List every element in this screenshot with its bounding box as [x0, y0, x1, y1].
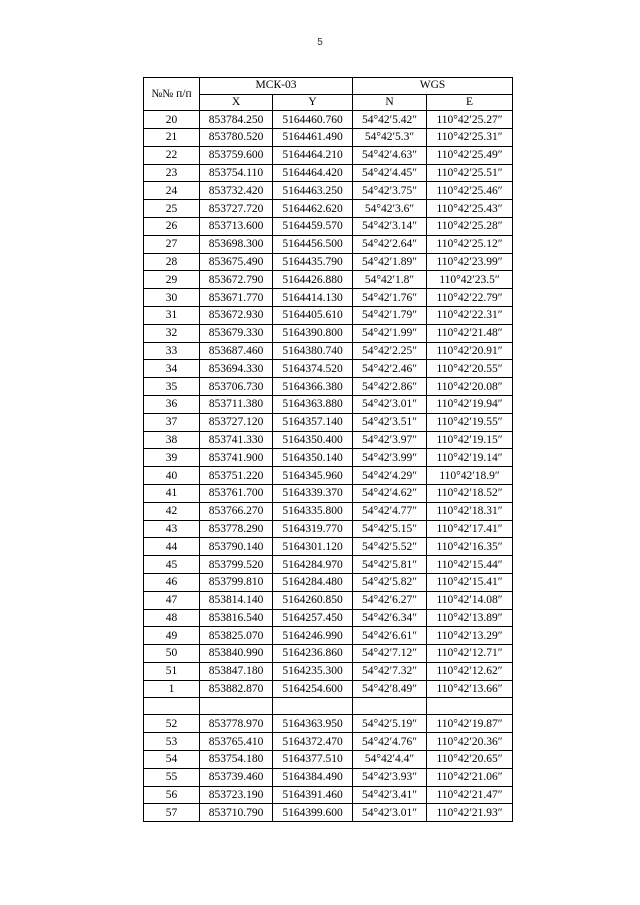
cell-x: 853761.700: [200, 484, 273, 502]
cell-num: 57: [144, 804, 200, 822]
table-row: [144, 146, 513, 164]
cell-num: 56: [144, 786, 200, 804]
cell-n: 54°42′6.61″: [353, 627, 427, 645]
cell-num: 30: [144, 289, 200, 307]
cell-x: 853672.790: [200, 271, 273, 289]
cell-n: 54°42′1.76″: [353, 289, 427, 307]
cell-num: 31: [144, 306, 200, 324]
cell-e: 110°42′13.89″: [427, 609, 513, 627]
cell-num: 50: [144, 645, 200, 663]
table-row: [144, 768, 513, 786]
table-row: [144, 413, 513, 431]
cell-y: 5164380.740: [273, 342, 353, 360]
cell-n: 54°42′2.25″: [353, 342, 427, 360]
cell-x: 853780.520: [200, 128, 273, 146]
cell-num: 39: [144, 449, 200, 467]
cell-y: 5164254.600: [273, 680, 353, 698]
cell-num: 37: [144, 413, 200, 431]
cell-num: 41: [144, 484, 200, 502]
cell-y: 5164301.120: [273, 538, 353, 556]
cell-y: 5164363.950: [273, 715, 353, 733]
cell-x: 853679.330: [200, 324, 273, 342]
cell-y: 5164459.570: [273, 217, 353, 235]
table-body: [144, 111, 513, 822]
cell-num: 51: [144, 662, 200, 680]
page-number: 5: [317, 37, 323, 48]
table-row: [144, 662, 513, 680]
cell-x: 853713.600: [200, 217, 273, 235]
cell-n: 54°42′4.76″: [353, 733, 427, 751]
cell-n: [353, 698, 427, 715]
cell-n: 54°42′2.86″: [353, 378, 427, 396]
cell-num: 25: [144, 200, 200, 218]
cell-e: 110°42′12.71″: [427, 645, 513, 663]
cell-e: 110°42′25.43″: [427, 200, 513, 218]
cell-e: 110°42′14.08″: [427, 591, 513, 609]
cell-n: 54°42′4.62″: [353, 484, 427, 502]
cell-e: 110°42′13.66″: [427, 680, 513, 698]
cell-n: 54°42′4.77″: [353, 502, 427, 520]
table-row: [144, 804, 513, 822]
cell-y: 5164460.760: [273, 111, 353, 129]
table-row: [144, 289, 513, 307]
cell-x: [200, 698, 273, 715]
cell-x: 853882.870: [200, 680, 273, 698]
cell-e: 110°42′19.14″: [427, 449, 513, 467]
cell-y: 5164405.610: [273, 306, 353, 324]
cell-e: 110°42′23.99″: [427, 253, 513, 271]
cell-x: 853799.810: [200, 573, 273, 591]
cell-e: 110°42′21.47″: [427, 786, 513, 804]
cell-x: 853739.460: [200, 768, 273, 786]
cell-x: 853754.110: [200, 164, 273, 182]
table-row: [144, 627, 513, 645]
cell-num: 45: [144, 556, 200, 574]
cell-x: 853671.770: [200, 289, 273, 307]
cell-y: 5164345.960: [273, 467, 353, 485]
table-row: [144, 128, 513, 146]
cell-e: 110°42′25.51″: [427, 164, 513, 182]
cell-num: 22: [144, 146, 200, 164]
cell-x: 853784.250: [200, 111, 273, 129]
cell-num: 54: [144, 751, 200, 769]
cell-num: 23: [144, 164, 200, 182]
cell-x: 853675.490: [200, 253, 273, 271]
cell-e: 110°42′18.9″: [427, 467, 513, 485]
cell-x: 853741.330: [200, 431, 273, 449]
cell-x: 853847.180: [200, 662, 273, 680]
cell-e: 110°42′22.31″: [427, 306, 513, 324]
table-row: [144, 609, 513, 627]
cell-x: 853672.930: [200, 306, 273, 324]
cell-n: 54°42′5.52″: [353, 538, 427, 556]
cell-x: 853778.970: [200, 715, 273, 733]
header-msk-03: МСК-03: [200, 78, 353, 95]
cell-y: 5164456.500: [273, 235, 353, 253]
cell-x: 853727.720: [200, 200, 273, 218]
cell-num: 35: [144, 378, 200, 396]
cell-y: 5164246.990: [273, 627, 353, 645]
cell-y: 5164257.450: [273, 609, 353, 627]
cell-num: 20: [144, 111, 200, 129]
cell-x: 853710.790: [200, 804, 273, 822]
cell-y: 5164350.140: [273, 449, 353, 467]
cell-y: 5164464.210: [273, 146, 353, 164]
table-row: [144, 360, 513, 378]
cell-n: 54°42′3.75″: [353, 182, 427, 200]
cell-num: 34: [144, 360, 200, 378]
cell-e: 110°42′15.44″: [427, 556, 513, 574]
table-row-blank: [144, 698, 513, 715]
cell-e: 110°42′21.06″: [427, 768, 513, 786]
table-row: [144, 200, 513, 218]
cell-n: 54°42′5.15″: [353, 520, 427, 538]
cell-e: 110°42′19.94″: [427, 395, 513, 413]
table-row: [144, 538, 513, 556]
cell-num: 38: [144, 431, 200, 449]
cell-x: 853711.380: [200, 395, 273, 413]
cell-n: 54°42′3.14″: [353, 217, 427, 235]
cell-e: 110°42′17.41″: [427, 520, 513, 538]
cell-num: 49: [144, 627, 200, 645]
header-n: N: [353, 94, 427, 111]
cell-e: 110°42′19.15″: [427, 431, 513, 449]
cell-num: 21: [144, 128, 200, 146]
table-row: [144, 715, 513, 733]
cell-y: 5164390.800: [273, 324, 353, 342]
header-e: E: [427, 94, 513, 111]
cell-e: 110°42′20.08″: [427, 378, 513, 396]
cell-x: 853706.730: [200, 378, 273, 396]
table-row: [144, 751, 513, 769]
table-row: [144, 342, 513, 360]
cell-x: 853778.290: [200, 520, 273, 538]
cell-e: 110°42′25.27″: [427, 111, 513, 129]
table-row: [144, 324, 513, 342]
table-row: [144, 306, 513, 324]
cell-e: 110°42′12.62″: [427, 662, 513, 680]
cell-e: 110°42′20.65″: [427, 751, 513, 769]
cell-n: 54°42′3.93″: [353, 768, 427, 786]
cell-n: 54°42′5.81″: [353, 556, 427, 574]
table-row: [144, 449, 513, 467]
cell-y: 5164463.250: [273, 182, 353, 200]
cell-num: 24: [144, 182, 200, 200]
cell-y: 5164350.400: [273, 431, 353, 449]
cell-e: 110°42′25.12″: [427, 235, 513, 253]
cell-num: 32: [144, 324, 200, 342]
cell-y: 5164391.460: [273, 786, 353, 804]
cell-e: 110°42′18.31″: [427, 502, 513, 520]
cell-x: 853732.420: [200, 182, 273, 200]
cell-n: 54°42′1.89″: [353, 253, 427, 271]
table-row: [144, 733, 513, 751]
cell-e: 110°42′21.48″: [427, 324, 513, 342]
cell-n: 54°42′7.12″: [353, 645, 427, 663]
table-row: [144, 111, 513, 129]
cell-x: 853766.270: [200, 502, 273, 520]
cell-n: 54°42′3.41″: [353, 786, 427, 804]
cell-y: 5164335.800: [273, 502, 353, 520]
cell-e: 110°42′16.35″: [427, 538, 513, 556]
cell-x: 853799.520: [200, 556, 273, 574]
cell-e: 110°42′20.55″: [427, 360, 513, 378]
cell-num: 1: [144, 680, 200, 698]
cell-num: 52: [144, 715, 200, 733]
cell-n: 54°42′1.79″: [353, 306, 427, 324]
cell-x: 853814.140: [200, 591, 273, 609]
cell-x: 853751.220: [200, 467, 273, 485]
cell-y: 5164372.470: [273, 733, 353, 751]
cell-e: 110°42′21.93″: [427, 804, 513, 822]
cell-e: 110°42′25.31″: [427, 128, 513, 146]
cell-num: 26: [144, 217, 200, 235]
table-row: [144, 484, 513, 502]
cell-e: 110°42′13.29″: [427, 627, 513, 645]
cell-e: 110°42′25.49″: [427, 146, 513, 164]
cell-e: 110°42′25.46″: [427, 182, 513, 200]
table-row: [144, 217, 513, 235]
cell-y: 5164384.490: [273, 768, 353, 786]
cell-e: 110°42′19.87″: [427, 715, 513, 733]
table-row: [144, 680, 513, 698]
cell-n: 54°42′5.19″: [353, 715, 427, 733]
cell-e: 110°42′15.41″: [427, 573, 513, 591]
cell-x: 853825.070: [200, 627, 273, 645]
cell-num: 40: [144, 467, 200, 485]
header-x: X: [200, 94, 273, 111]
coordinates-table: [143, 77, 513, 822]
cell-y: 5164464.420: [273, 164, 353, 182]
cell-n: 54°42′2.46″: [353, 360, 427, 378]
cell-y: 5164363.880: [273, 395, 353, 413]
table-row: [144, 431, 513, 449]
cell-x: 853723.190: [200, 786, 273, 804]
cell-n: 54°42′3.01″: [353, 395, 427, 413]
cell-n: 54°42′8.49″: [353, 680, 427, 698]
cell-x: 853840.990: [200, 645, 273, 663]
cell-y: 5164260.850: [273, 591, 353, 609]
cell-e: 110°42′20.36″: [427, 733, 513, 751]
cell-n: 54°42′6.27″: [353, 591, 427, 609]
cell-y: 5164414.130: [273, 289, 353, 307]
table-row: [144, 520, 513, 538]
cell-x: 853694.330: [200, 360, 273, 378]
table-row: [144, 182, 513, 200]
cell-y: 5164461.490: [273, 128, 353, 146]
cell-num: 55: [144, 768, 200, 786]
cell-y: 5164236.860: [273, 645, 353, 663]
cell-n: 54°42′4.63″: [353, 146, 427, 164]
cell-n: 54°42′6.34″: [353, 609, 427, 627]
cell-n: 54°42′4.4″: [353, 751, 427, 769]
cell-y: 5164426.880: [273, 271, 353, 289]
cell-x: 853741.900: [200, 449, 273, 467]
cell-e: 110°42′23.5″: [427, 271, 513, 289]
cell-x: 853754.180: [200, 751, 273, 769]
cell-num: 43: [144, 520, 200, 538]
cell-num: 36: [144, 395, 200, 413]
cell-y: 5164284.480: [273, 573, 353, 591]
cell-num: 33: [144, 342, 200, 360]
cell-e: 110°42′25.28″: [427, 217, 513, 235]
cell-n: 54°42′1.8″: [353, 271, 427, 289]
cell-y: 5164399.600: [273, 804, 353, 822]
cell-x: 853759.600: [200, 146, 273, 164]
cell-y: 5164462.620: [273, 200, 353, 218]
table-row: [144, 235, 513, 253]
cell-n: 54°42′5.42″: [353, 111, 427, 129]
cell-num: [144, 698, 200, 715]
cell-y: 5164284.970: [273, 556, 353, 574]
header-y: Y: [273, 94, 353, 111]
cell-num: 27: [144, 235, 200, 253]
cell-y: 5164366.380: [273, 378, 353, 396]
cell-n: 54°42′3.97″: [353, 431, 427, 449]
cell-num: 44: [144, 538, 200, 556]
cell-num: 53: [144, 733, 200, 751]
cell-y: 5164235.300: [273, 662, 353, 680]
cell-num: 46: [144, 573, 200, 591]
cell-x: 853687.460: [200, 342, 273, 360]
table-header: [144, 78, 513, 111]
table-row: [144, 395, 513, 413]
table-row: [144, 573, 513, 591]
cell-n: 54°42′3.6″: [353, 200, 427, 218]
cell-x: 853816.540: [200, 609, 273, 627]
cell-n: 54°42′4.29″: [353, 467, 427, 485]
cell-num: 42: [144, 502, 200, 520]
table-row: [144, 467, 513, 485]
table-row: [144, 164, 513, 182]
header-wgs: WGS: [353, 78, 513, 95]
cell-e: 110°42′20.91″: [427, 342, 513, 360]
cell-n: 54°42′4.45″: [353, 164, 427, 182]
cell-n: 54°42′5.82″: [353, 573, 427, 591]
table-row: [144, 591, 513, 609]
cell-n: 54°42′2.64″: [353, 235, 427, 253]
cell-e: [427, 698, 513, 715]
cell-e: 110°42′19.55″: [427, 413, 513, 431]
cell-n: 54°42′1.99″: [353, 324, 427, 342]
cell-n: 54°42′5.3″: [353, 128, 427, 146]
cell-n: 54°42′3.01″: [353, 804, 427, 822]
cell-num: 28: [144, 253, 200, 271]
cell-x: 853790.140: [200, 538, 273, 556]
table-row: [144, 786, 513, 804]
cell-x: 853727.120: [200, 413, 273, 431]
table-row: [144, 378, 513, 396]
cell-x: 853765.410: [200, 733, 273, 751]
table-row: [144, 556, 513, 574]
cell-num: 48: [144, 609, 200, 627]
cell-y: 5164435.790: [273, 253, 353, 271]
cell-y: 5164319.770: [273, 520, 353, 538]
cell-y: 5164357.140: [273, 413, 353, 431]
cell-n: 54°42′3.51″: [353, 413, 427, 431]
table-row: [144, 502, 513, 520]
cell-e: 110°42′22.79″: [427, 289, 513, 307]
cell-x: 853698.300: [200, 235, 273, 253]
table-row: [144, 645, 513, 663]
cell-n: 54°42′7.32″: [353, 662, 427, 680]
cell-y: 5164374.520: [273, 360, 353, 378]
cell-y: [273, 698, 353, 715]
cell-y: 5164339.370: [273, 484, 353, 502]
header-num: №№ п/п: [144, 78, 200, 111]
table-row: [144, 271, 513, 289]
cell-n: 54°42′3.99″: [353, 449, 427, 467]
cell-num: 47: [144, 591, 200, 609]
cell-y: 5164377.510: [273, 751, 353, 769]
table-row: [144, 253, 513, 271]
cell-num: 29: [144, 271, 200, 289]
cell-e: 110°42′18.52″: [427, 484, 513, 502]
